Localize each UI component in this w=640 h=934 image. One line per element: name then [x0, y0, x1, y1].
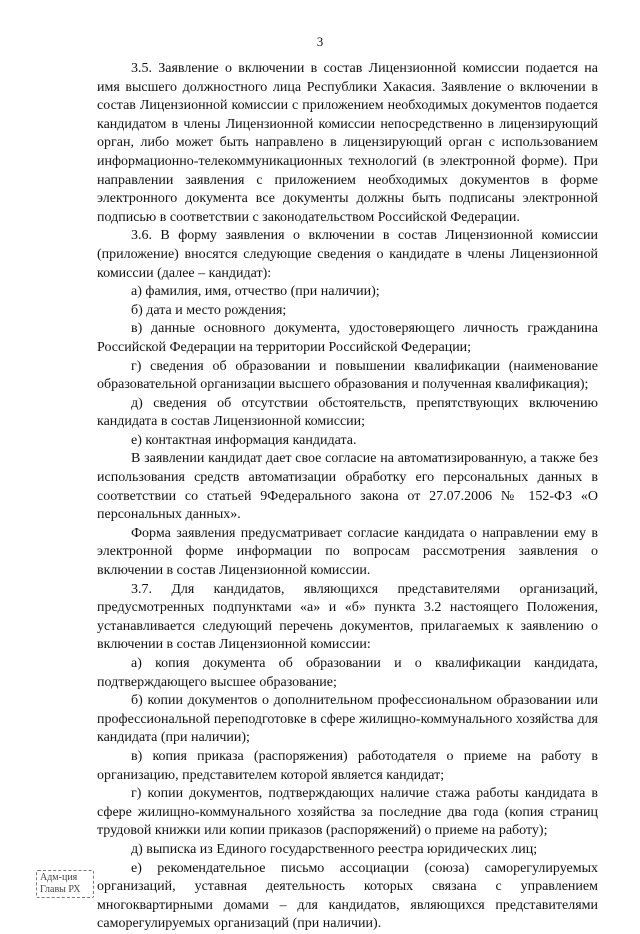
list-item-b: б) дата и место рождения;: [131, 302, 287, 318]
paragraph-3-6: 3.6. В форму заявления о включении в состав Лицензионной комиссии (приложение) вносятся следующие сведения о кандидате в члены Лицензионной комиссии (далее – кандидат):: [97, 228, 598, 281]
stamp-line-2: Главы РХ: [40, 884, 81, 895]
list-item-d: д) сведения об отсутствии обстоятельств, препятствующих включению кандидата в состав Лицензионной комиссии;: [97, 395, 598, 430]
doc-item-a: а) копия документа об образовании и о квалификации кандидата, подтверждающего высшее образование;: [97, 656, 598, 690]
doc-item-d: д) выписка из Единого государственного реестра юридических лиц;: [131, 841, 538, 857]
stamp-line-1: Адм-ция: [40, 872, 78, 883]
doc-item-e: е) рекомендательное письмо ассоциации (союза) саморегулируемых организаций, уставная деятельность которых связана с управлением многоквартирными домами – для кандидатов, являющихся представителями саморегулируемых организаций (при наличии).: [97, 860, 598, 932]
doc-item-v: в) копия приказа (распоряжения) работодателя о приеме на работу в организацию, представителем которой является кандидат;: [97, 748, 598, 783]
page-number: 3: [316, 34, 324, 49]
list-item-e: е) контактная информация кандидата.: [131, 432, 357, 448]
registration-stamp: [36, 870, 94, 898]
form-consent-paragraph: Форма заявления предусматривает согласие кандидата о направлении ему в электронной форме информации по вопросам рассмотрения заявления о включении в состав Лицензионной комиссии.: [97, 525, 598, 579]
paragraph-3-7: 3.7. Для кандидатов, являющихся представителями организаций, предусмотренных подпунктами «а» и «б» пункта 3.2 настоящего Положения, устанавливается следующий перечень документов, прилагаемых к заявлению о включении в состав Лицензионной комиссии:: [97, 581, 598, 653]
paragraph-3-5: 3.5. Заявление о включении в состав Лицензионной комиссии подается на имя высшего должностного лица Республики Хакасия. Заявление о включении в состав Лицензионной комиссии с приложением необходимых документов подается кандидатом в члены Лицензионной комиссии непосредственно в лицензирующий орган, либо может быть направлено в лицензирующий орган с использованием информационно-телекоммуникационных технологий (в электронной форме). При направлении заявления с приложением необходимых документов в форме электронного документа все документы должны быть подписаны электронной подписью в соответствии с законодательством Российской Федерации.: [97, 61, 598, 225]
list-item-a: а) фамилия, имя, отчество (при наличии);: [131, 284, 380, 300]
document-body: [97, 60, 598, 934]
doc-item-b: б) копии документов о дополнительном профессиональном образовании или профессиональной переподготовке в сфере жилищно-коммунального хозяйства для кандидата (при наличии);: [97, 693, 598, 746]
doc-item-g: г) копии документов, подтверждающих наличие стажа работы кандидата в сфере жилищно-коммунального хозяйства за последние два года (копия страниц трудовой книжки или копии приказов (распоряжений) о приеме на работу);: [97, 786, 598, 839]
list-item-v: в) данные основного документа, удостоверяющего личность гражданина Российской Федерации на территории Российской Федерации;: [97, 321, 598, 355]
consent-paragraph: В заявлении кандидат дает свое согласие на автоматизированную, а также без использования средств автоматизации обработку его персональных данных в соответствии со статьей 9Федерального закона от 27.07.2006 № 152-ФЗ «О персональных данных».: [97, 451, 598, 523]
list-item-g: г) сведения об образовании и повышении квалификации (наименование образовательной организации высшего образования и полученная квалификация);: [97, 358, 598, 393]
